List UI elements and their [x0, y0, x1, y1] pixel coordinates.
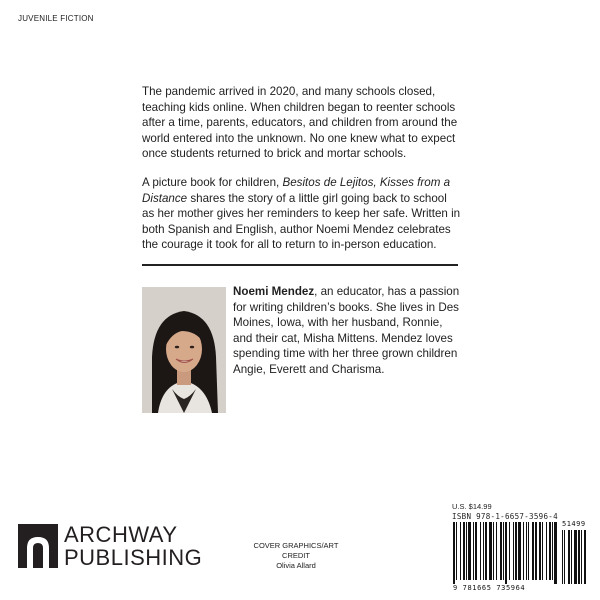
barcode-bar [485, 522, 487, 580]
barcode-bar [500, 522, 502, 580]
section-divider [142, 264, 458, 266]
blurb-p2-rest: shares the story of a little girl going back to school as her mother gives her reminders to keep her safe. Written in both Spanish and English, author Noemi Mendez celebrates the courage it took for all to return to in-person education. [142, 191, 461, 252]
ean13-digits: 9 781665 735964 [453, 584, 526, 592]
barcode-bar [460, 522, 461, 580]
barcode-bar [475, 522, 477, 580]
barcode-bar [528, 522, 529, 580]
barcode-bar [539, 522, 541, 580]
isbn-label: ISBN 978-1-6657-3596-4 [452, 512, 558, 521]
archway-arch-icon [18, 524, 58, 568]
barcode-bar [549, 522, 551, 580]
barcode-bar [513, 522, 514, 580]
barcode-bar [466, 522, 467, 580]
barcode-bar [468, 522, 471, 580]
blurb-paragraph-1: The pandemic arrived in 2020, and many schools closed, teaching kids online. When children began to reenter schools after a time, parents, educators, and children from around the world entered into the unknown. No one knew what to expect once students returned to brick and mortar schools. [142, 85, 458, 161]
addon-bar [568, 530, 570, 584]
barcode-bar [489, 522, 492, 580]
ean5-digits: 51499 [562, 520, 586, 528]
author-portrait [142, 287, 226, 413]
book-title: Besitos de Lejitos, Kisses from a Distance [142, 175, 451, 205]
credit-label: COVER GRAPHICS/ART CREDIT [253, 541, 339, 560]
barcode-bar [456, 522, 457, 580]
barcode-bars [449, 520, 589, 584]
blurb-paragraph-2 [142, 175, 462, 253]
barcode-bar [515, 522, 517, 580]
author-photo [142, 287, 226, 413]
barcode-bar [532, 522, 534, 580]
barcode-bar [542, 522, 543, 580]
author-bio-text: , an educator, has a passion for writing children’s books. She lives in Des Moines, Iowa, with her husband, Ronnie, and their cat, Misha Mittens. Mendez loves spending time with her three grown children Angie, Everett and Charisma. [233, 285, 460, 376]
author-bio [233, 284, 465, 378]
barcode-bar [535, 522, 537, 580]
barcode-bar [554, 522, 557, 584]
back-cover-blurb [142, 84, 462, 266]
barcode-bar [552, 522, 553, 580]
blurb-p2-lead: A picture book for children, [142, 175, 283, 189]
barcode-bar [480, 522, 481, 580]
barcode-bar [496, 522, 497, 580]
credit-name: Olivia Allard [276, 561, 316, 570]
addon-bar [562, 530, 563, 584]
barcode-bar [523, 522, 524, 580]
barcode-bar [483, 522, 484, 580]
barcode-bar [453, 522, 455, 584]
addon-bar [581, 530, 582, 584]
isbn-barcode [449, 520, 589, 592]
addon-bar [571, 530, 572, 584]
addon-bar [564, 530, 565, 584]
publisher-name-line1: ARCHWAY [64, 522, 178, 547]
addon-bar [578, 530, 580, 584]
publisher-name-line2: PUBLISHING [64, 545, 203, 570]
barcode-bar [546, 522, 547, 580]
barcode-bar [526, 522, 527, 580]
cover-credit [240, 541, 352, 571]
publisher-logo [18, 522, 208, 572]
barcode-bar [463, 522, 465, 580]
barcode-bar [493, 522, 494, 580]
barcode-bar [505, 522, 507, 584]
barcode-bar [518, 522, 521, 580]
barcode-bar [473, 522, 474, 580]
addon-bar [584, 530, 586, 584]
addon-bar [574, 530, 577, 584]
price-label: U.S. $14.99 [452, 502, 492, 511]
category-label: JUVENILE FICTION [18, 14, 94, 23]
barcode-bar [509, 522, 510, 580]
author-name: Noemi Mendez [233, 285, 315, 298]
barcode-bar [503, 522, 504, 580]
